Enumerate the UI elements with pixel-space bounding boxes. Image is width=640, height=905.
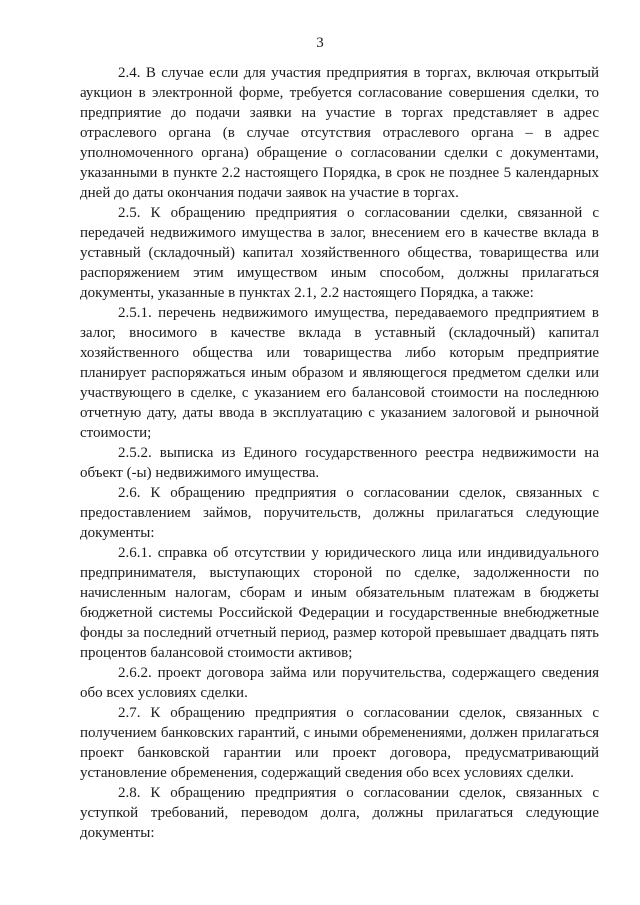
paragraph-2-5-1: 2.5.1. перечень недвижимого имущества, передаваемого предприятием в залог, вносимого в качестве вклада в уставный (складочный) капитал хозяйственного общества или товарищества либо которым предприятие планирует распоряжаться иным образом и являющегося предметом сделки или участвующего в сделке, с указанием его балансовой стоимости на последнюю отчетную дату, даты ввода в эксплуатацию с указанием залоговой и рыночной стоимости;	[80, 305, 599, 441]
paragraph-2-4: 2.4. В случае если для участия предприятия в торгах, включая открытый аукцион в электронной форме, требуется согласование совершения сделки, то предприятие до подачи заявки на участие в торгах представляет в адрес отраслевого органа (в случае отсутствия отраслевого органа – в адрес уполномоченного органа) обращение о согласовании сделки с документами, указанными в пункте 2.2 настоящего Порядка, в срок не позднее 5 календарных дней до даты окончания подачи заявок на участие в торгах.	[80, 65, 599, 201]
paragraph-2-7: 2.7. К обращению предприятия о согласовании сделок, связанных с получением банковских гарантий, с иными обременениями, должен прилагаться проект банковской гарантии или проект договора, предусматривающий установление обременения, содержащий сведения обо всех условиях сделки.	[80, 705, 599, 781]
paragraph-2-8: 2.8. К обращению предприятия о согласовании сделок, связанных с уступкой требований, переводом долга, должны прилагаться следующие документы:	[80, 785, 599, 841]
paragraph-2-6-2: 2.6.2. проект договора займа или поручительства, содержащего сведения обо всех условиях сделки.	[80, 665, 599, 701]
paragraph-2-5-2: 2.5.2. выписка из Единого государственного реестра недвижимости на объект (-ы) недвижимого имущества.	[80, 445, 599, 481]
page-number: 3	[316, 35, 324, 51]
paragraph-2-6: 2.6. К обращению предприятия о согласовании сделок, связанных с предоставлением займов, поручительств, должны прилагаться следующие документы:	[80, 485, 599, 541]
paragraph-2-6-1: 2.6.1. справка об отсутствии у юридического лица или индивидуального предпринимателя, выступающих стороной по сделке, задолженности по начисленным налогам, сборам и иным обязательным платежам в бюджеты бюджетной системы Российской Федерации и государственные внебюджетные фонды за последний отчетный период, размер которой превышает двадцать пять процентов балансовой стоимости активов;	[80, 545, 599, 661]
paragraph-2-5: 2.5. К обращению предприятия о согласовании сделки, связанной с передачей недвижимого имущества в залог, внесением его в качестве вклада в уставный (складочный) капитал хозяйственного общества, товарищества или распоряжением этим имуществом иным способом, должны прилагаться документы, указанные в пунктах 2.1, 2.2 настоящего Порядка, а также:	[80, 205, 599, 301]
document-body	[80, 63, 599, 843]
